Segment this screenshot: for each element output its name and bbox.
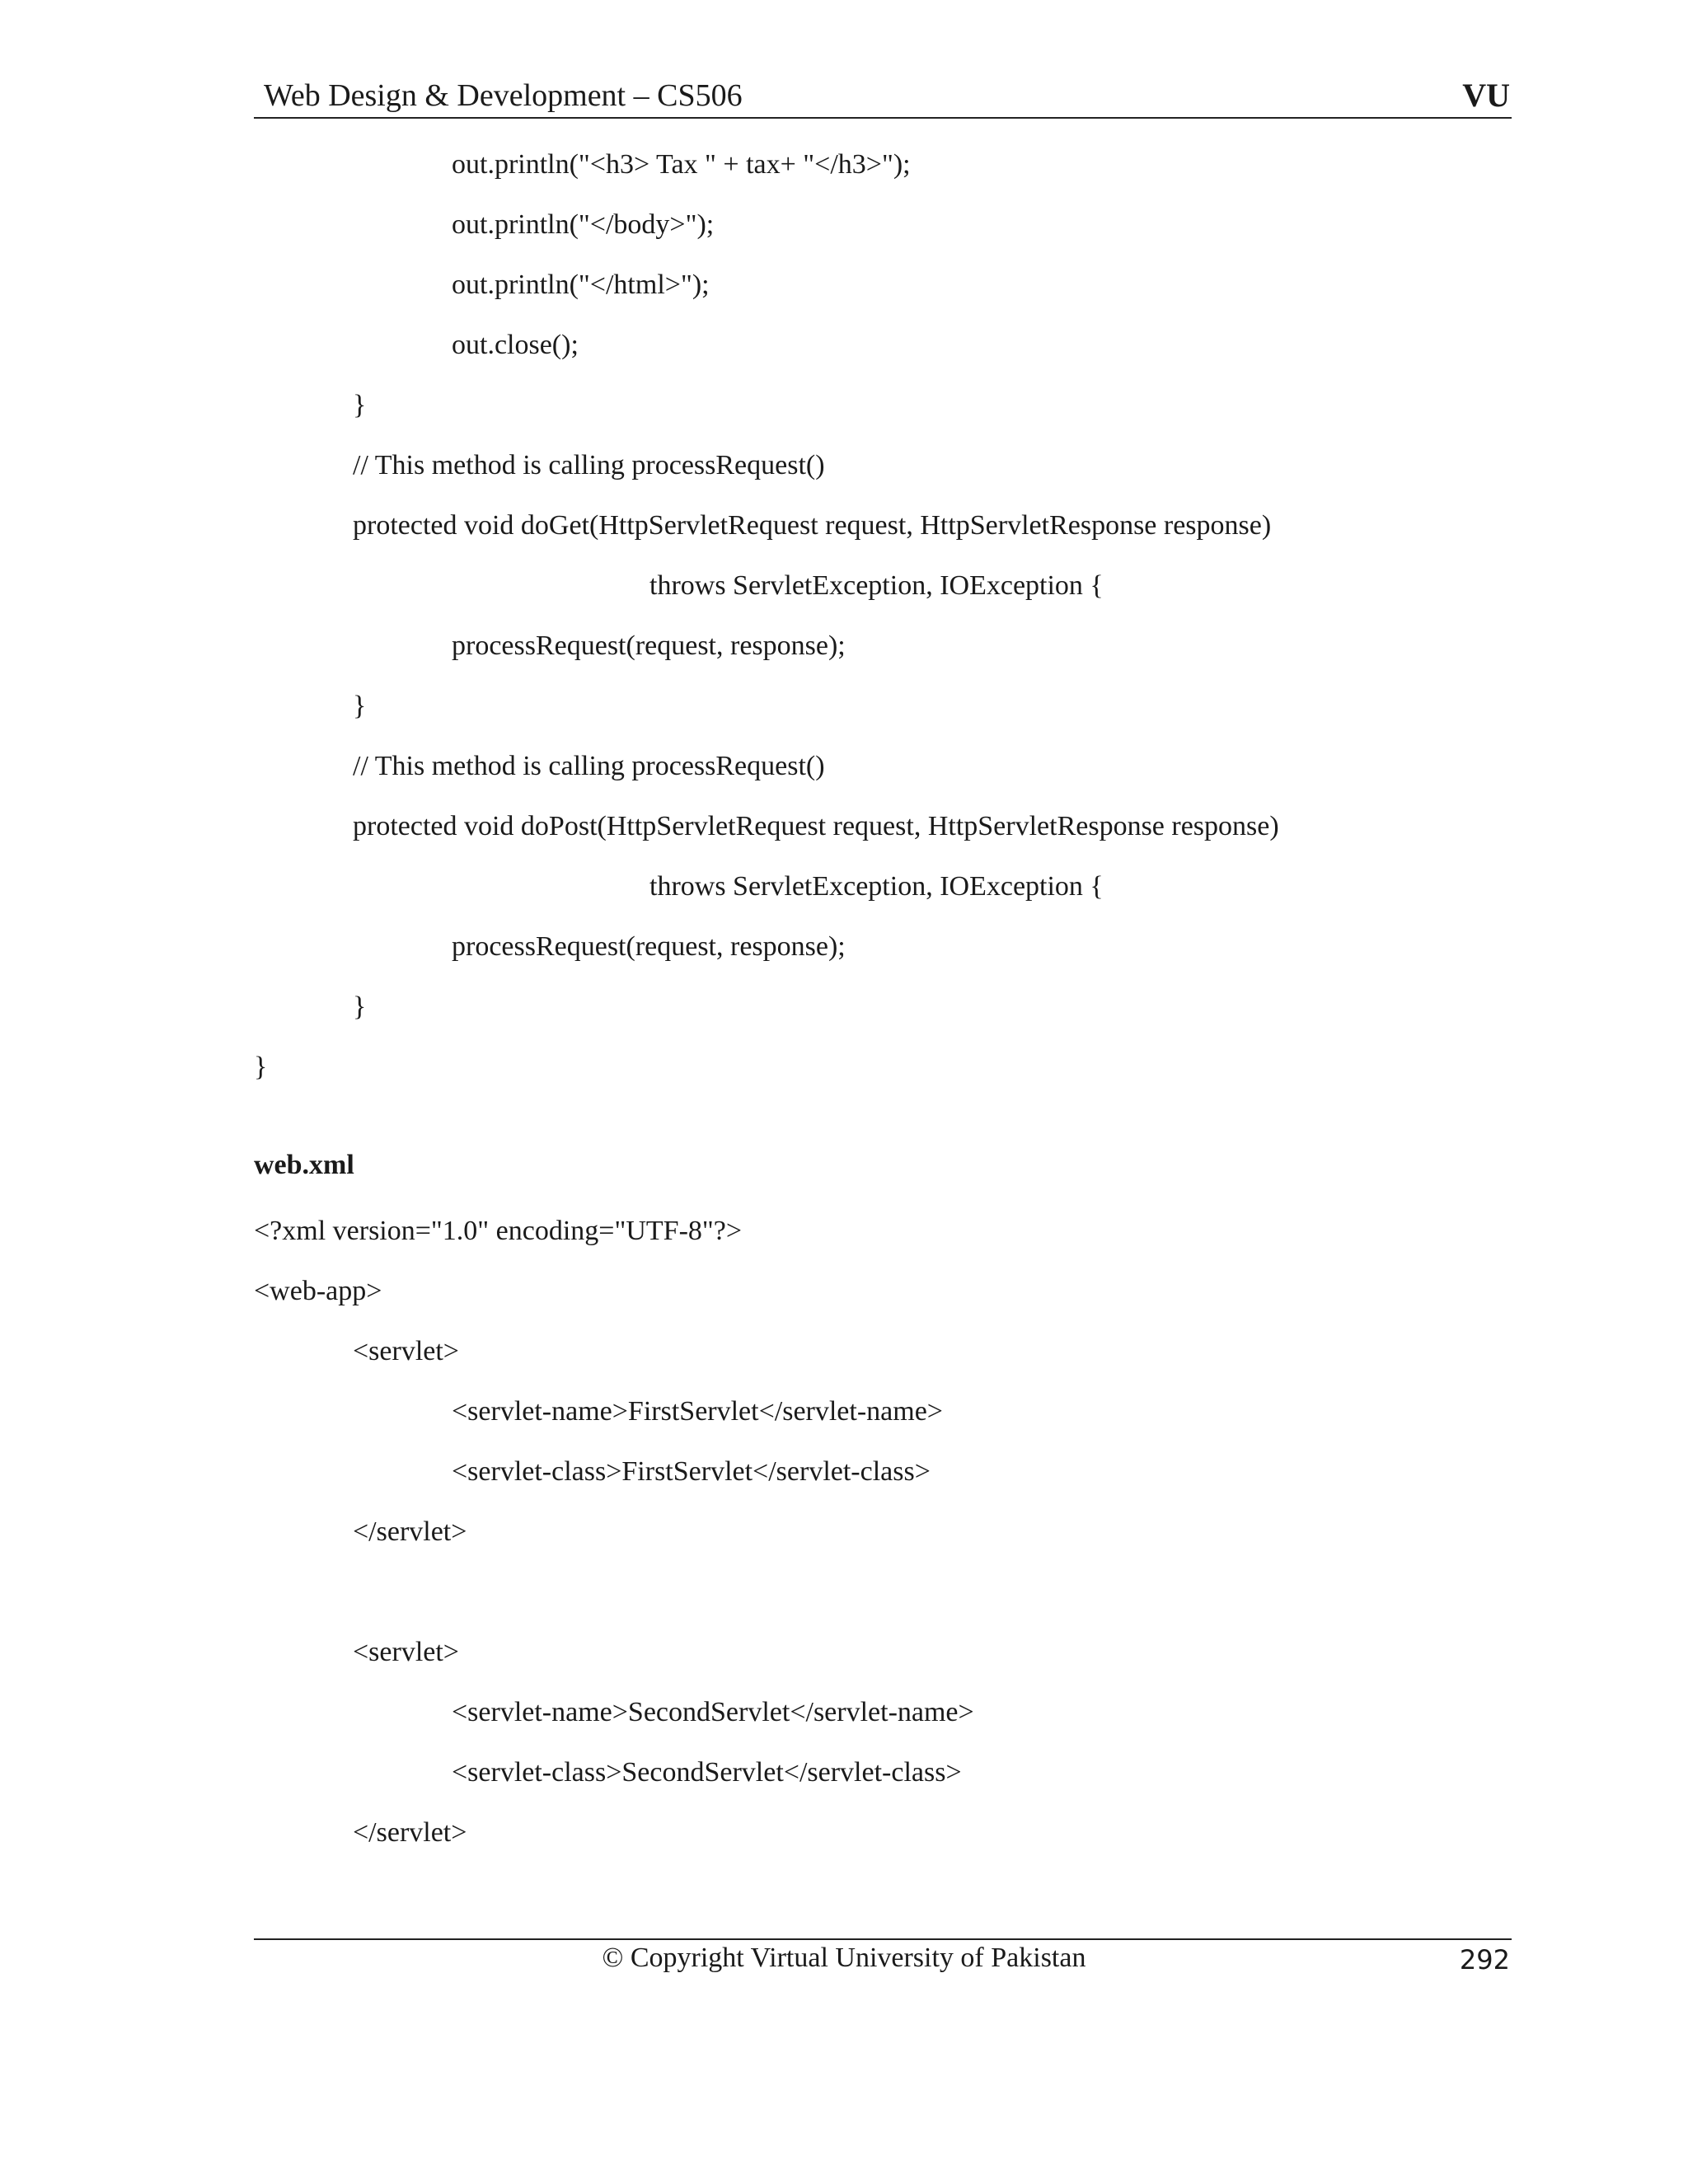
code-line: throws ServletException, IOException { bbox=[649, 871, 1104, 902]
xml-line: <?xml version="1.0" encoding="UTF-8"?> bbox=[254, 1216, 743, 1246]
code-line: out.println("</body>"); bbox=[452, 209, 715, 240]
section-heading: web.xml bbox=[254, 1150, 354, 1180]
xml-line: <servlet-name>SecondServlet</servlet-name> bbox=[452, 1697, 974, 1727]
code-line: } bbox=[254, 1052, 268, 1082]
xml-line: <servlet> bbox=[353, 1637, 459, 1667]
code-line: processRequest(request, response); bbox=[452, 630, 846, 661]
code-line: out.close(); bbox=[452, 330, 579, 360]
xml-line: <servlet-class>FirstServlet</servlet-class> bbox=[452, 1456, 931, 1487]
code-line: throws ServletException, IOException { bbox=[649, 570, 1104, 601]
code-line: } bbox=[353, 991, 367, 1022]
code-comment: // This method is calling processRequest() bbox=[353, 751, 825, 781]
document-title: Web Design & Development – CS506 bbox=[264, 78, 743, 113]
xml-line: <servlet-class>SecondServlet</servlet-class> bbox=[452, 1757, 962, 1788]
xml-line: </servlet> bbox=[353, 1817, 467, 1848]
code-line: processRequest(request, response); bbox=[452, 931, 846, 962]
page-number: 292 bbox=[1459, 1944, 1510, 1975]
footer-divider bbox=[254, 1938, 1512, 1940]
xml-line: <web-app> bbox=[254, 1276, 382, 1306]
xml-line: <servlet-name>FirstServlet</servlet-name> bbox=[452, 1396, 943, 1427]
code-line: } bbox=[353, 390, 367, 420]
page-header bbox=[254, 76, 1512, 119]
code-line: protected void doGet(HttpServletRequest request, HttpServletResponse response) bbox=[353, 510, 1272, 541]
xml-line: <servlet> bbox=[353, 1336, 459, 1366]
vu-logo-text: VU bbox=[1462, 77, 1510, 114]
code-line: out.println("</html>"); bbox=[452, 269, 710, 300]
code-line: } bbox=[353, 691, 367, 721]
copyright-notice: © Copyright Virtual University of Pakistan bbox=[602, 1943, 1086, 1973]
code-comment: // This method is calling processRequest() bbox=[353, 450, 825, 480]
code-line: protected void doPost(HttpServletRequest request, HttpServletResponse response) bbox=[353, 811, 1279, 841]
code-line: out.println("<h3> Tax " + tax+ "</h3>"); bbox=[452, 149, 911, 180]
xml-line: </servlet> bbox=[353, 1516, 467, 1547]
